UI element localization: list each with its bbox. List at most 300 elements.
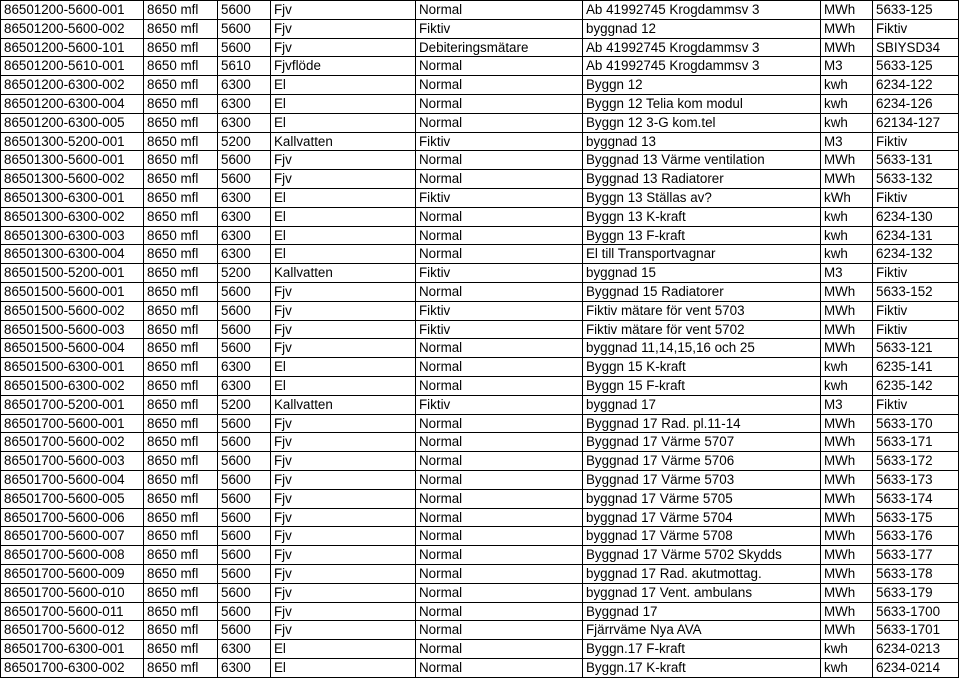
meter-id-cell: 86501700-5600-009 (1, 564, 144, 583)
status-cell: Fiktiv (416, 320, 583, 339)
table-row (1, 207, 959, 226)
code-cell: 5600 (218, 527, 271, 546)
code-cell: 5600 (218, 470, 271, 489)
description-cell: Fiktiv mätare för vent 5702 (583, 320, 821, 339)
meter-id-cell: 86501700-5600-008 (1, 546, 144, 565)
media-cell: Fjv (271, 621, 416, 640)
unit-cell: MWh (821, 414, 873, 433)
account-cell: 5633-132 (873, 170, 959, 189)
account-cell: 5633-1700 (873, 602, 959, 621)
status-cell: Normal (416, 621, 583, 640)
status-cell: Normal (416, 226, 583, 245)
meter-id-cell: 86501700-5600-003 (1, 452, 144, 471)
code-cell: 5200 (218, 395, 271, 414)
area-cell: 8650 mfl (144, 207, 218, 226)
unit-cell: MWh (821, 508, 873, 527)
account-cell: 5633-152 (873, 282, 959, 301)
area-cell: 8650 mfl (144, 433, 218, 452)
area-cell: 8650 mfl (144, 452, 218, 471)
description-cell: Byggn 13 Ställas av? (583, 188, 821, 207)
code-cell: 5600 (218, 38, 271, 57)
table-row (1, 76, 959, 95)
code-cell: 5600 (218, 19, 271, 38)
media-cell: Fjv (271, 452, 416, 471)
description-cell: Byggnad 17 Värme 5707 (583, 433, 821, 452)
media-cell: El (271, 113, 416, 132)
table-row (1, 358, 959, 377)
media-cell: Kallvatten (271, 264, 416, 283)
media-cell: Fjv (271, 38, 416, 57)
account-cell: 5633-1701 (873, 621, 959, 640)
status-cell: Normal (416, 414, 583, 433)
code-cell: 6300 (218, 376, 271, 395)
media-cell: El (271, 76, 416, 95)
status-cell: Normal (416, 489, 583, 508)
code-cell: 5600 (218, 564, 271, 583)
media-cell: Fjv (271, 301, 416, 320)
code-cell: 5600 (218, 151, 271, 170)
description-cell: Byggn 12 Telia kom modul (583, 94, 821, 113)
status-cell: Normal (416, 339, 583, 358)
unit-cell: MWh (821, 602, 873, 621)
code-cell: 6300 (218, 207, 271, 226)
meter-id-cell: 86501700-5600-012 (1, 621, 144, 640)
unit-cell: M3 (821, 132, 873, 151)
area-cell: 8650 mfl (144, 470, 218, 489)
status-cell: Normal (416, 358, 583, 377)
account-cell: Fiktiv (873, 132, 959, 151)
media-cell: El (271, 376, 416, 395)
meter-id-cell: 86501300-5200-001 (1, 132, 144, 151)
code-cell: 5600 (218, 583, 271, 602)
table-row (1, 264, 959, 283)
status-cell: Normal (416, 452, 583, 471)
area-cell: 8650 mfl (144, 658, 218, 677)
account-cell: 6234-0213 (873, 640, 959, 659)
meter-id-cell: 86501200-5600-002 (1, 19, 144, 38)
media-cell: El (271, 658, 416, 677)
code-cell: 5600 (218, 508, 271, 527)
description-cell: Byggn 15 F-kraft (583, 376, 821, 395)
status-cell: Normal (416, 170, 583, 189)
unit-cell: MWh (821, 583, 873, 602)
table-row (1, 489, 959, 508)
table-row (1, 395, 959, 414)
area-cell: 8650 mfl (144, 640, 218, 659)
code-cell: 5600 (218, 1, 271, 20)
meter-id-cell: 86501700-5600-005 (1, 489, 144, 508)
table-body (1, 1, 959, 678)
description-cell: Byggnad 17 Värme 5706 (583, 452, 821, 471)
description-cell: Byggn 13 K-kraft (583, 207, 821, 226)
meter-id-cell: 86501500-5600-001 (1, 282, 144, 301)
description-cell: byggnad 17 (583, 395, 821, 414)
table-row (1, 57, 959, 76)
unit-cell: kwh (821, 113, 873, 132)
description-cell: Byggnad 15 Radiatorer (583, 282, 821, 301)
status-cell: Fiktiv (416, 132, 583, 151)
account-cell: 5633-174 (873, 489, 959, 508)
table-row (1, 583, 959, 602)
code-cell: 6300 (218, 188, 271, 207)
description-cell: byggnad 15 (583, 264, 821, 283)
area-cell: 8650 mfl (144, 151, 218, 170)
media-cell: El (271, 640, 416, 659)
status-cell: Fiktiv (416, 301, 583, 320)
code-cell: 5600 (218, 602, 271, 621)
area-cell: 8650 mfl (144, 301, 218, 320)
description-cell: byggnad 17 Rad. akutmottag. (583, 564, 821, 583)
table-row (1, 433, 959, 452)
unit-cell: kwh (821, 226, 873, 245)
area-cell: 8650 mfl (144, 282, 218, 301)
code-cell: 6300 (218, 226, 271, 245)
unit-cell: kwh (821, 640, 873, 659)
unit-cell: MWh (821, 38, 873, 57)
account-cell: 6235-142 (873, 376, 959, 395)
description-cell: El till Transportvagnar (583, 245, 821, 264)
status-cell: Normal (416, 658, 583, 677)
area-cell: 8650 mfl (144, 546, 218, 565)
media-cell: Fjv (271, 320, 416, 339)
status-cell: Normal (416, 640, 583, 659)
area-cell: 8650 mfl (144, 188, 218, 207)
account-cell: Fiktiv (873, 395, 959, 414)
code-cell: 6300 (218, 358, 271, 377)
unit-cell: MWh (821, 527, 873, 546)
table-row (1, 452, 959, 471)
description-cell: Byggnad 17 Rad. pl.11-14 (583, 414, 821, 433)
code-cell: 5600 (218, 489, 271, 508)
meter-id-cell: 86501500-5600-003 (1, 320, 144, 339)
code-cell: 5600 (218, 301, 271, 320)
description-cell: Byggnad 17 Värme 5703 (583, 470, 821, 489)
media-cell: Fjv (271, 470, 416, 489)
unit-cell: MWh (821, 282, 873, 301)
unit-cell: kwh (821, 207, 873, 226)
meter-id-cell: 86501300-6300-004 (1, 245, 144, 264)
account-cell: 5633-125 (873, 57, 959, 76)
meter-id-cell: 86501300-5600-002 (1, 170, 144, 189)
status-cell: Normal (416, 508, 583, 527)
unit-cell: kwh (821, 94, 873, 113)
area-cell: 8650 mfl (144, 339, 218, 358)
area-cell: 8650 mfl (144, 564, 218, 583)
table-row (1, 339, 959, 358)
meter-id-cell: 86501200-6300-004 (1, 94, 144, 113)
area-cell: 8650 mfl (144, 226, 218, 245)
table-row (1, 94, 959, 113)
area-cell: 8650 mfl (144, 320, 218, 339)
account-cell: SBIYSD34 (873, 38, 959, 57)
description-cell: byggnad 17 Värme 5708 (583, 527, 821, 546)
meter-id-cell: 86501700-5600-004 (1, 470, 144, 489)
code-cell: 5610 (218, 57, 271, 76)
unit-cell: kwh (821, 376, 873, 395)
account-cell: Fiktiv (873, 301, 959, 320)
status-cell: Normal (416, 207, 583, 226)
area-cell: 8650 mfl (144, 489, 218, 508)
account-cell: 5633-121 (873, 339, 959, 358)
account-cell: 5633-179 (873, 583, 959, 602)
meter-id-cell: 86501500-6300-001 (1, 358, 144, 377)
account-cell: 6234-0214 (873, 658, 959, 677)
description-cell: Byggn 12 3-G kom.tel (583, 113, 821, 132)
status-cell: Normal (416, 113, 583, 132)
description-cell: Fjärrväme Nya AVA (583, 621, 821, 640)
media-cell: Fjv (271, 282, 416, 301)
code-cell: 5200 (218, 264, 271, 283)
table-row (1, 414, 959, 433)
description-cell: byggnad 17 Vent. ambulans (583, 583, 821, 602)
status-cell: Normal (416, 76, 583, 95)
meter-id-cell: 86501200-5600-001 (1, 1, 144, 20)
table-row (1, 301, 959, 320)
unit-cell: MWh (821, 452, 873, 471)
table-row (1, 508, 959, 527)
unit-cell: kwh (821, 658, 873, 677)
meter-id-cell: 86501700-6300-001 (1, 640, 144, 659)
meter-id-cell: 86501700-5600-006 (1, 508, 144, 527)
meter-id-cell: 86501700-5600-001 (1, 414, 144, 433)
table-row (1, 113, 959, 132)
code-cell: 5600 (218, 282, 271, 301)
description-cell: Fiktiv mätare för vent 5703 (583, 301, 821, 320)
account-cell: 6234-132 (873, 245, 959, 264)
meter-id-cell: 86501300-6300-002 (1, 207, 144, 226)
table-row (1, 658, 959, 677)
area-cell: 8650 mfl (144, 170, 218, 189)
status-cell: Normal (416, 94, 583, 113)
status-cell: Fiktiv (416, 395, 583, 414)
meter-id-cell: 86501300-6300-001 (1, 188, 144, 207)
area-cell: 8650 mfl (144, 376, 218, 395)
table-row (1, 1, 959, 20)
description-cell: Byggnad 13 Radiatorer (583, 170, 821, 189)
description-cell: Byggn 12 (583, 76, 821, 95)
media-cell: Fjv (271, 564, 416, 583)
account-cell: Fiktiv (873, 188, 959, 207)
code-cell: 5600 (218, 452, 271, 471)
status-cell: Fiktiv (416, 19, 583, 38)
meter-id-cell: 86501500-5600-004 (1, 339, 144, 358)
media-cell: El (271, 207, 416, 226)
code-cell: 5600 (218, 170, 271, 189)
status-cell: Normal (416, 470, 583, 489)
media-cell: El (271, 245, 416, 264)
media-cell: Fjv (271, 527, 416, 546)
account-cell: Fiktiv (873, 320, 959, 339)
area-cell: 8650 mfl (144, 94, 218, 113)
status-cell: Normal (416, 527, 583, 546)
area-cell: 8650 mfl (144, 583, 218, 602)
meter-id-cell: 86501700-6300-002 (1, 658, 144, 677)
media-cell: Fjv (271, 489, 416, 508)
account-cell: 5633-178 (873, 564, 959, 583)
table-row (1, 132, 959, 151)
area-cell: 8650 mfl (144, 414, 218, 433)
meter-id-cell: 86501700-5600-010 (1, 583, 144, 602)
table-row (1, 282, 959, 301)
code-cell: 6300 (218, 640, 271, 659)
description-cell: Byggnad 17 Värme 5702 Skydds (583, 546, 821, 565)
account-cell: 5633-173 (873, 470, 959, 489)
meter-id-cell: 86501300-5600-001 (1, 151, 144, 170)
unit-cell: MWh (821, 170, 873, 189)
media-cell: Fjvflöde (271, 57, 416, 76)
status-cell: Normal (416, 546, 583, 565)
status-cell: Fiktiv (416, 188, 583, 207)
account-cell: 5633-176 (873, 527, 959, 546)
meter-id-cell: 86501300-6300-003 (1, 226, 144, 245)
code-cell: 5600 (218, 414, 271, 433)
unit-cell: MWh (821, 1, 873, 20)
description-cell: Byggn.17 K-kraft (583, 658, 821, 677)
unit-cell: kwh (821, 245, 873, 264)
account-cell: 5633-171 (873, 433, 959, 452)
description-cell: Ab 41992745 Krogdammsv 3 (583, 57, 821, 76)
status-cell: Normal (416, 602, 583, 621)
status-cell: Normal (416, 376, 583, 395)
unit-cell: MWh (821, 301, 873, 320)
description-cell: Byggnad 17 (583, 602, 821, 621)
meter-id-cell: 86501200-6300-005 (1, 113, 144, 132)
account-cell: 5633-177 (873, 546, 959, 565)
meter-id-cell: 86501200-6300-002 (1, 76, 144, 95)
status-cell: Fiktiv (416, 264, 583, 283)
meter-id-cell: 86501200-5610-001 (1, 57, 144, 76)
account-cell: 62134-127 (873, 113, 959, 132)
account-cell: Fiktiv (873, 264, 959, 283)
unit-cell: MWh (821, 320, 873, 339)
area-cell: 8650 mfl (144, 132, 218, 151)
media-cell: Fjv (271, 583, 416, 602)
table-row (1, 640, 959, 659)
code-cell: 5600 (218, 339, 271, 358)
meter-id-cell: 86501700-5600-007 (1, 527, 144, 546)
meter-id-cell: 86501500-5200-001 (1, 264, 144, 283)
table-row (1, 564, 959, 583)
description-cell: Byggn 15 K-kraft (583, 358, 821, 377)
account-cell: Fiktiv (873, 19, 959, 38)
description-cell: Byggnad 13 Värme ventilation (583, 151, 821, 170)
meter-id-cell: 86501700-5600-011 (1, 602, 144, 621)
table-row (1, 19, 959, 38)
media-cell: Kallvatten (271, 395, 416, 414)
area-cell: 8650 mfl (144, 358, 218, 377)
area-cell: 8650 mfl (144, 19, 218, 38)
table-row (1, 376, 959, 395)
unit-cell: MWh (821, 19, 873, 38)
media-cell: Kallvatten (271, 132, 416, 151)
unit-cell: MWh (821, 621, 873, 640)
media-cell: Fjv (271, 508, 416, 527)
table-row (1, 546, 959, 565)
code-cell: 6300 (218, 245, 271, 264)
table-row (1, 38, 959, 57)
table-row (1, 226, 959, 245)
unit-cell: M3 (821, 264, 873, 283)
status-cell: Normal (416, 433, 583, 452)
area-cell: 8650 mfl (144, 1, 218, 20)
unit-cell: MWh (821, 339, 873, 358)
meter-id-cell: 86501700-5200-001 (1, 395, 144, 414)
media-cell: Fjv (271, 170, 416, 189)
account-cell: 6234-122 (873, 76, 959, 95)
code-cell: 5600 (218, 621, 271, 640)
account-cell: 5633-125 (873, 1, 959, 20)
status-cell: Normal (416, 245, 583, 264)
media-cell: Fjv (271, 19, 416, 38)
unit-cell: MWh (821, 546, 873, 565)
description-cell: byggnad 17 Värme 5704 (583, 508, 821, 527)
unit-cell: MWh (821, 489, 873, 508)
area-cell: 8650 mfl (144, 245, 218, 264)
status-cell: Normal (416, 583, 583, 602)
area-cell: 8650 mfl (144, 113, 218, 132)
code-cell: 5600 (218, 320, 271, 339)
media-cell: Fjv (271, 414, 416, 433)
status-cell: Normal (416, 282, 583, 301)
account-cell: 5633-170 (873, 414, 959, 433)
code-cell: 5600 (218, 433, 271, 452)
media-cell: Fjv (271, 602, 416, 621)
meter-id-cell: 86501200-5600-101 (1, 38, 144, 57)
code-cell: 6300 (218, 94, 271, 113)
media-cell: El (271, 358, 416, 377)
area-cell: 8650 mfl (144, 602, 218, 621)
unit-cell: MWh (821, 151, 873, 170)
table-row (1, 188, 959, 207)
area-cell: 8650 mfl (144, 527, 218, 546)
media-cell: Fjv (271, 339, 416, 358)
area-cell: 8650 mfl (144, 508, 218, 527)
account-cell: 6235-141 (873, 358, 959, 377)
area-cell: 8650 mfl (144, 395, 218, 414)
account-cell: 5633-175 (873, 508, 959, 527)
description-cell: Byggn 13 F-kraft (583, 226, 821, 245)
meter-id-cell: 86501700-5600-002 (1, 433, 144, 452)
media-cell: El (271, 226, 416, 245)
table-row (1, 470, 959, 489)
media-cell: El (271, 188, 416, 207)
unit-cell: kwh (821, 76, 873, 95)
code-cell: 6300 (218, 76, 271, 95)
unit-cell: kWh (821, 188, 873, 207)
unit-cell: M3 (821, 57, 873, 76)
account-cell: 6234-131 (873, 226, 959, 245)
code-cell: 5200 (218, 132, 271, 151)
meter-id-cell: 86501500-5600-002 (1, 301, 144, 320)
area-cell: 8650 mfl (144, 76, 218, 95)
unit-cell: MWh (821, 470, 873, 489)
table-row (1, 320, 959, 339)
area-cell: 8650 mfl (144, 38, 218, 57)
code-cell: 6300 (218, 113, 271, 132)
code-cell: 5600 (218, 546, 271, 565)
table-row (1, 170, 959, 189)
unit-cell: kwh (821, 358, 873, 377)
description-cell: Ab 41992745 Krogdammsv 3 (583, 1, 821, 20)
area-cell: 8650 mfl (144, 264, 218, 283)
account-cell: 5633-131 (873, 151, 959, 170)
unit-cell: M3 (821, 395, 873, 414)
description-cell: byggnad 12 (583, 19, 821, 38)
table-row (1, 602, 959, 621)
table-row (1, 527, 959, 546)
code-cell: 6300 (218, 658, 271, 677)
media-cell: Fjv (271, 546, 416, 565)
